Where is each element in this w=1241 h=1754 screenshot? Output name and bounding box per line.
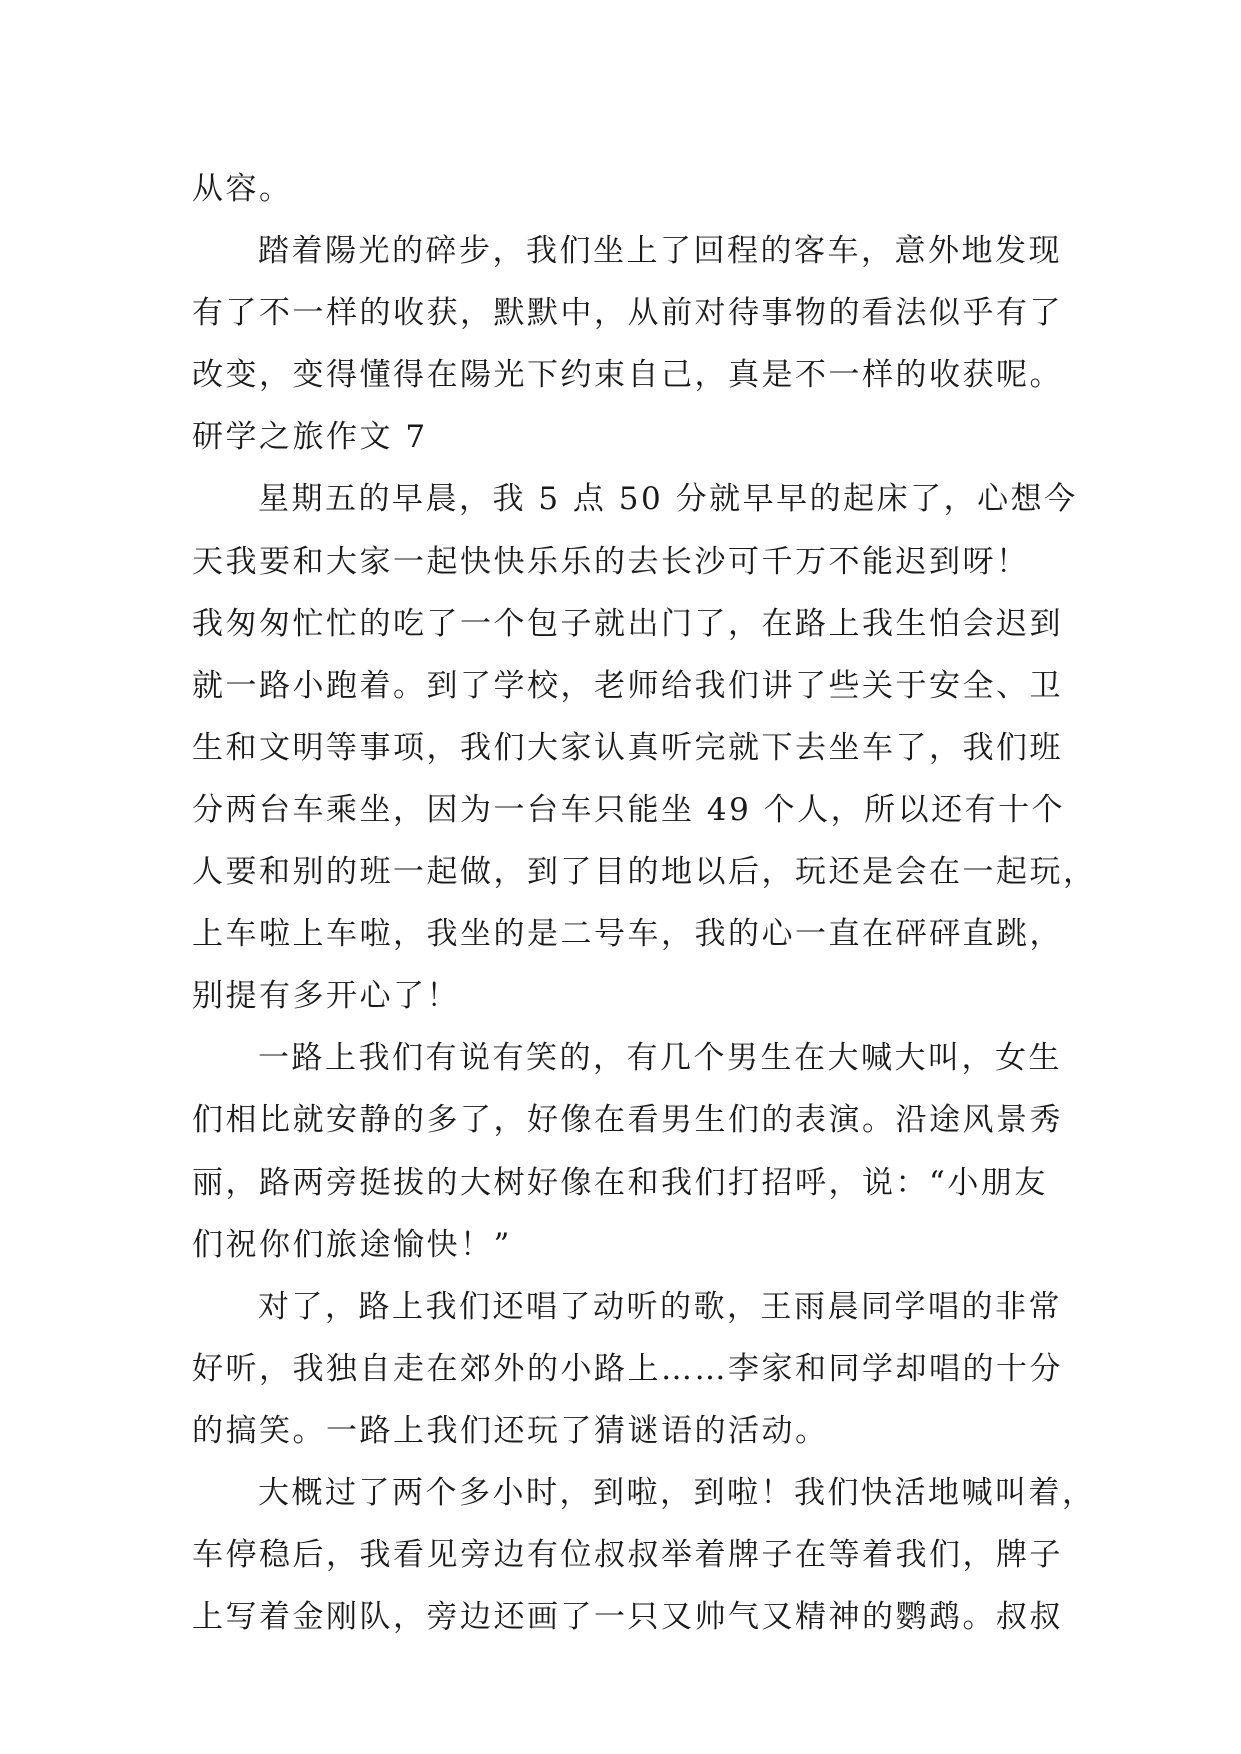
text-line: 星期五的早晨，我 5 点 50 分就早早的起床了，心想今 [258,481,1078,518]
section-heading: 研学之旅作文 7 [192,419,428,456]
text-line: 踏着陽光的碎步，我们坐上了回程的客车，意外地发现 [258,233,1062,270]
text-line: 就一路小跑着。到了学校，老师给我们讲了些关于安全、卫 [192,667,1063,704]
text-line: 们相比就安静的多了，好像在看男生们的表演。沿途风景秀 [192,1102,1063,1139]
text-line: 好听，我独自走在郊外的小路上……李家和同学却唱的十分 [192,1350,1063,1387]
text-line: 们祝你们旅途愉快！” [192,1226,512,1263]
text-line: 改变，变得懂得在陽光下约束自己，真是不一样的收获呢。 [192,357,1063,394]
text-line: 一路上我们有说有笑的，有几个男生在大喊大叫，女生 [258,1040,1062,1077]
text-line: 上写着金刚队，旁边还画了一只又帅气又精神的鹦鹉。叔叔 [192,1599,1063,1636]
text-line: 车停稳后，我看见旁边有位叔叔举着牌子在等着我们，牌子 [192,1537,1063,1574]
text-line: 分两台车乘坐，因为一台车只能坐 49 个人，所以还有十个 [192,791,1066,828]
text-line: 上车啦上车啦，我坐的是二号车，我的心一直在砰砰直跳， [192,916,1063,953]
text-line: 大概过了两个多小时，到啦，到啦！我们快活地喊叫着， [258,1474,1096,1511]
text-line: 别提有多开心了！ [192,978,460,1015]
document-body [192,158,1097,1648]
text-line: 天我要和大家一起快快乐乐的去长沙可千万不能迟到呀！ [192,543,1030,580]
text-line: 的搞笑。一路上我们还玩了猜谜语的活动。 [192,1412,829,1449]
text-line: 人要和别的班一起做，到了目的地以后，玩还是会在一起玩， [192,854,1097,891]
text-line: 有了不一样的收获，默默中，从前对待事物的看法似乎有了 [192,295,1063,332]
text-line: 丽，路两旁挺拔的大树好像在和我们打招呼，说：“小朋友 [192,1164,1048,1201]
text-line: 生和文明等事项，我们大家认真听完就下去坐车了，我们班 [192,729,1063,766]
text-line: 对了，路上我们还唱了动听的歌，王雨晨同学唱的非常 [258,1288,1062,1325]
text-line: 从容。 [192,171,293,207]
text-line: 我匆匆忙忙的吃了一个包子就出门了，在路上我生怕会迟到 [192,605,1063,642]
